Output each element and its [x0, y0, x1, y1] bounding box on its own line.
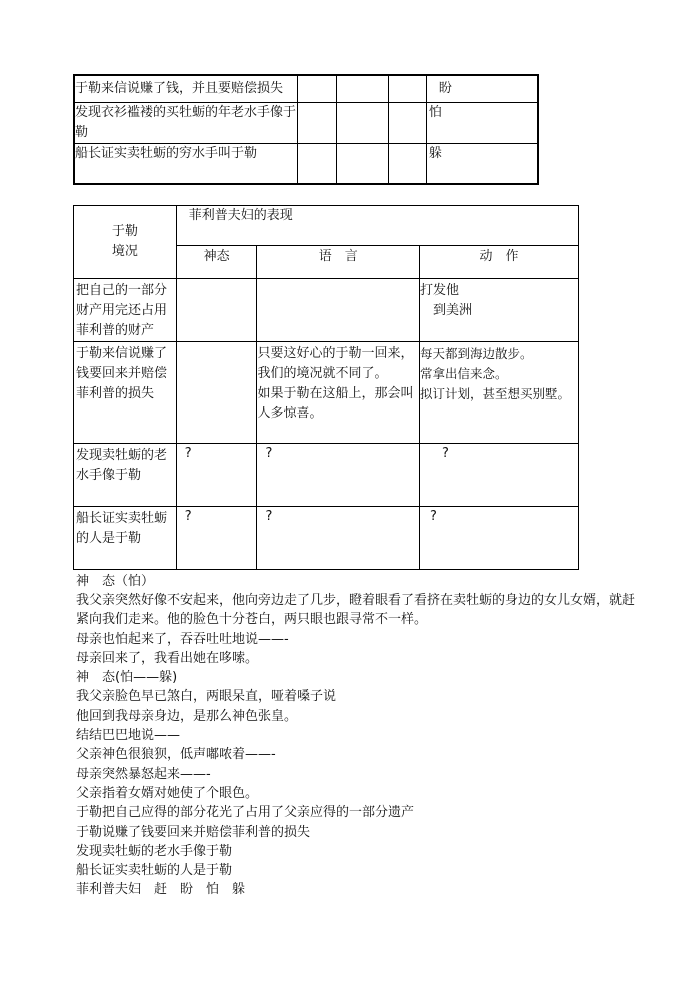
analysis-table — [73, 205, 579, 570]
attitude-cell: 躲 — [426, 144, 538, 184]
shentai-cell — [176, 342, 257, 444]
corner-header: 于勒 境况 — [74, 206, 177, 279]
dongzuo-cell: ? — [420, 444, 579, 507]
yuyan-cell: ? — [257, 507, 420, 570]
situation-cell: 发现卖牡蛎的老水手像于勒 — [74, 444, 177, 507]
event-cell: 发现衣衫褴褛的买牡蛎的年老水手像于勒 — [74, 103, 297, 144]
section-heading: 神 态（怕） — [76, 574, 155, 589]
paragraph-line: 母亲回来了，我看出她在哆嗦。 — [76, 651, 259, 666]
event-cell: 船长证实卖牡蛎的穷水手叫于勒 — [74, 144, 297, 184]
yuyan-cell: 只要这好心的于勒一回来，我们的境况就不同了。 如果于勒在这船上，那会叫人多惊喜。 — [257, 342, 420, 444]
table-row — [74, 342, 579, 444]
table-row — [74, 75, 538, 103]
group-header: 菲利普夫妇的表现 — [176, 206, 578, 246]
summary-line: 菲利普夫妇 赶 盼 怕 躲 — [76, 882, 246, 897]
situation-cell: 于勒来信说赚了钱要回来并赔偿菲利普的损失 — [74, 342, 177, 444]
summary-line: 发现卖牡蛎的老水手像于勒 — [76, 844, 233, 859]
summary-line: 于勒说赚了钱要回来并赔偿菲利普的损失 — [76, 825, 311, 840]
dongzuo-cell: 每天都到海边散步。 常拿出信来念。 拟订计划，甚至想买别墅。 — [420, 342, 579, 444]
yuyan-cell — [257, 279, 420, 342]
dongzuo-cell: ? — [420, 507, 579, 570]
col-header-dongzuo: 动 作 — [420, 246, 579, 279]
paragraph-line: 母亲突然暴怒起来——- — [76, 767, 211, 782]
paragraph-line: 我父亲突然好像不安起来，他向旁边走了几步，瞪着眼看了看挤在卖牡蛎的身边的女儿女婿，就赶 — [76, 593, 636, 608]
summary-line: 船长证实卖牡蛎的人是于勒 — [76, 863, 233, 878]
col-header-yuyan: 语 言 — [257, 246, 420, 279]
paragraph-line: 母亲也怕起来了，吞吞吐吐地说——- — [76, 632, 289, 647]
table-row — [74, 103, 538, 144]
table-row — [74, 507, 579, 570]
paragraph-line: 我父亲脸色早已煞白，两眼呆直，哑着嗓子说 — [76, 689, 337, 704]
paragraph-line: 紧向我们走来。他的脸色十分苍白，两只眼也跟寻常不一样。 — [76, 612, 428, 627]
paragraph-line: 父亲神色很狼狈，低声嘟哝着——- — [76, 747, 276, 762]
attitude-cell: 盼 — [426, 75, 538, 103]
situation-cell: 把自己的一部分财产用完还占用菲利普的财产 — [74, 279, 177, 342]
dongzuo-cell: 打发他 到美洲 — [420, 279, 579, 342]
paragraph-line: 父亲指着女婿对她使了个眼色。 — [76, 786, 259, 801]
col-header-shentai: 神态 — [176, 246, 257, 279]
yuyan-cell: ? — [257, 444, 420, 507]
paragraph-line: 他回到我母亲身边，是那么神色张皇。 — [76, 709, 298, 724]
table-row — [74, 444, 579, 507]
event-cell: 于勒来信说赚了钱，并且要赔偿损失 — [74, 75, 297, 103]
shentai-cell: ? — [176, 444, 257, 507]
summary-line: 于勒把自己应得的部分花光了占用了父亲应得的一部分遗产 — [76, 805, 415, 820]
table-row — [74, 144, 538, 184]
summary-table — [73, 74, 539, 185]
shentai-cell: ? — [176, 507, 257, 570]
paragraph-line: 结结巴巴地说—— — [76, 728, 181, 743]
attitude-cell: 怕 — [426, 103, 538, 144]
table-row — [74, 279, 579, 342]
situation-cell: 船长证实卖牡蛎的人是于勒 — [74, 507, 177, 570]
section-heading: 神 态(怕——躲) — [76, 670, 178, 685]
shentai-cell — [176, 279, 257, 342]
